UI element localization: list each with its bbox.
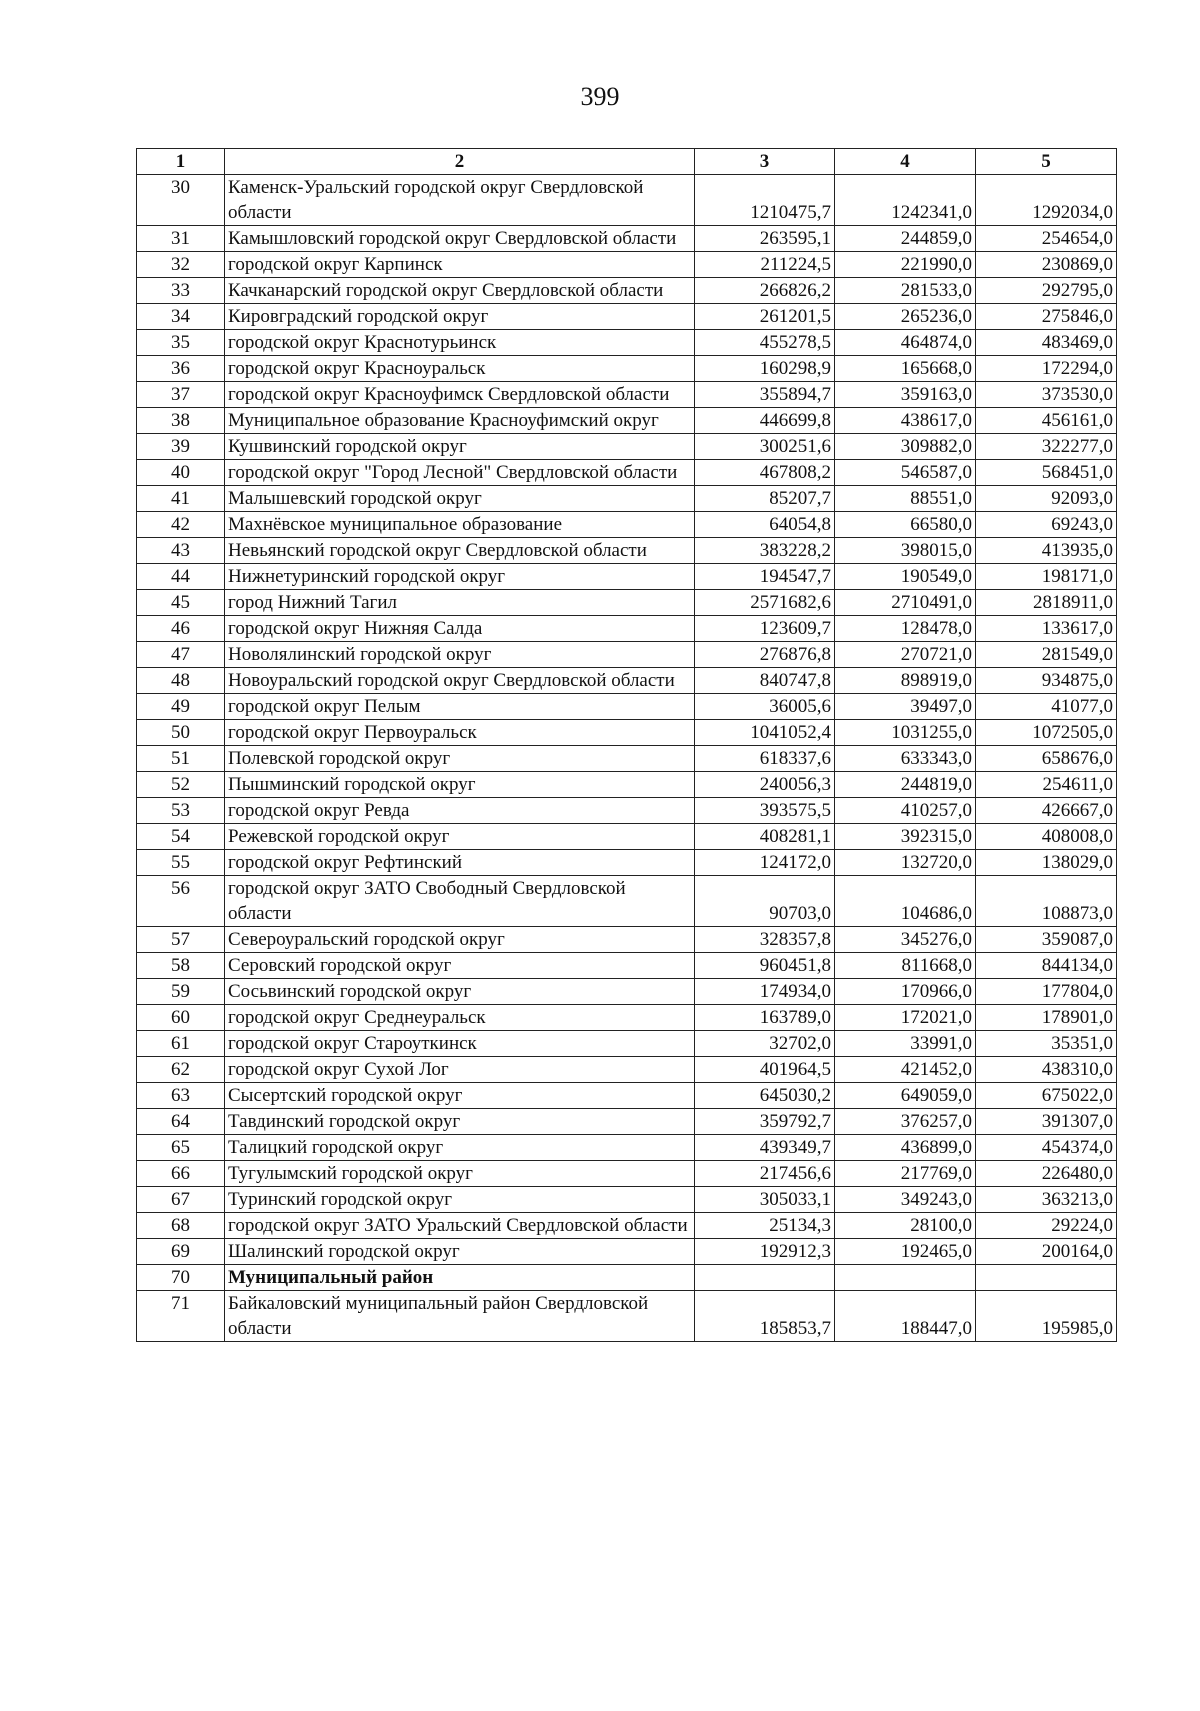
table-row <box>137 1109 1117 1135</box>
column-header: 5 <box>976 149 1117 175</box>
table-row <box>137 616 1117 642</box>
row-name: городской округ Староуткинск <box>225 1031 695 1057</box>
table-row <box>137 382 1117 408</box>
table-row <box>137 304 1117 330</box>
row-name: Новоуральский городской округ Свердловской области <box>225 668 695 694</box>
row-value-col4: 270721,0 <box>835 642 976 668</box>
budget-table <box>136 148 1117 1342</box>
row-value-col5: 322277,0 <box>976 434 1117 460</box>
table-row <box>137 1239 1117 1265</box>
row-value-col5: 230869,0 <box>976 252 1117 278</box>
row-value-col5: 281549,0 <box>976 642 1117 668</box>
row-name: городской округ Сухой Лог <box>225 1057 695 1083</box>
row-value-col4: 188447,0 <box>835 1291 976 1342</box>
row-name: Пышминский городской округ <box>225 772 695 798</box>
row-name: Полевской городской округ <box>225 746 695 772</box>
row-number: 50 <box>137 720 225 746</box>
column-header: 3 <box>695 149 835 175</box>
row-value-col3: 25134,3 <box>695 1213 835 1239</box>
column-header: 1 <box>137 149 225 175</box>
row-name: Муниципальный район <box>225 1265 695 1291</box>
table-row <box>137 1213 1117 1239</box>
row-value-col3: 163789,0 <box>695 1005 835 1031</box>
row-value-col5: 373530,0 <box>976 382 1117 408</box>
row-value-col4: 88551,0 <box>835 486 976 512</box>
header-row <box>137 149 1117 175</box>
row-value-col4: 172021,0 <box>835 1005 976 1031</box>
row-value-col3: 467808,2 <box>695 460 835 486</box>
table-row <box>137 668 1117 694</box>
row-number: 49 <box>137 694 225 720</box>
row-number: 40 <box>137 460 225 486</box>
table-row <box>137 694 1117 720</box>
row-name: Малышевский городской округ <box>225 486 695 512</box>
row-number: 39 <box>137 434 225 460</box>
row-value-col5: 35351,0 <box>976 1031 1117 1057</box>
row-value-col4: 438617,0 <box>835 408 976 434</box>
row-value-col4: 66580,0 <box>835 512 976 538</box>
row-value-col3: 2571682,6 <box>695 590 835 616</box>
row-value-col3: 194547,7 <box>695 564 835 590</box>
table-row <box>137 798 1117 824</box>
table-row <box>137 772 1117 798</box>
row-value-col4: 349243,0 <box>835 1187 976 1213</box>
row-value-col4 <box>835 1265 976 1291</box>
row-value-col4: 33991,0 <box>835 1031 976 1057</box>
row-number: 57 <box>137 927 225 953</box>
table-row <box>137 538 1117 564</box>
row-number: 38 <box>137 408 225 434</box>
row-value-col3: 355894,7 <box>695 382 835 408</box>
row-number: 55 <box>137 850 225 876</box>
row-value-col4: 410257,0 <box>835 798 976 824</box>
row-value-col3: 328357,8 <box>695 927 835 953</box>
table-row <box>137 1161 1117 1187</box>
table-row <box>137 642 1117 668</box>
row-value-col3: 192912,3 <box>695 1239 835 1265</box>
page-number: 399 <box>580 82 620 111</box>
row-value-col3: 174934,0 <box>695 979 835 1005</box>
row-value-col4: 132720,0 <box>835 850 976 876</box>
row-value-col3 <box>695 1265 835 1291</box>
table-row <box>137 824 1117 850</box>
row-value-col3: 160298,9 <box>695 356 835 382</box>
table-row <box>137 590 1117 616</box>
row-name: Североуральский городской округ <box>225 927 695 953</box>
row-number: 64 <box>137 1109 225 1135</box>
row-value-col4: 421452,0 <box>835 1057 976 1083</box>
row-value-col4: 359163,0 <box>835 382 976 408</box>
row-value-col4: 244819,0 <box>835 772 976 798</box>
row-value-col5: 92093,0 <box>976 486 1117 512</box>
row-value-col3: 263595,1 <box>695 226 835 252</box>
row-value-col5: 483469,0 <box>976 330 1117 356</box>
row-number: 42 <box>137 512 225 538</box>
table-body <box>137 175 1117 1342</box>
row-value-col5: 2818911,0 <box>976 590 1117 616</box>
row-value-col3: 240056,3 <box>695 772 835 798</box>
row-value-col5: 292795,0 <box>976 278 1117 304</box>
row-name: городской округ Красноуральск <box>225 356 695 382</box>
row-value-col4: 221990,0 <box>835 252 976 278</box>
row-value-col3: 359792,7 <box>695 1109 835 1135</box>
row-name: городской округ Рефтинский <box>225 850 695 876</box>
row-name: городской округ Нижняя Салда <box>225 616 695 642</box>
row-value-col5: 195985,0 <box>976 1291 1117 1342</box>
table-row <box>137 226 1117 252</box>
row-number: 47 <box>137 642 225 668</box>
row-value-col4: 1242341,0 <box>835 175 976 226</box>
row-value-col3: 401964,5 <box>695 1057 835 1083</box>
row-value-col3: 446699,8 <box>695 408 835 434</box>
row-value-col5: 413935,0 <box>976 538 1117 564</box>
row-value-col5: 568451,0 <box>976 460 1117 486</box>
row-number: 71 <box>137 1291 225 1342</box>
row-value-col3: 1210475,7 <box>695 175 835 226</box>
row-value-col4: 1031255,0 <box>835 720 976 746</box>
row-name: Кушвинский городской округ <box>225 434 695 460</box>
row-value-col5: 658676,0 <box>976 746 1117 772</box>
row-name: город Нижний Тагил <box>225 590 695 616</box>
table-row <box>137 486 1117 512</box>
row-value-col3: 1041052,4 <box>695 720 835 746</box>
row-value-col3: 408281,1 <box>695 824 835 850</box>
row-name: городской округ ЗАТО Свободный Свердловской области <box>225 876 695 927</box>
table-row <box>137 434 1117 460</box>
row-number: 36 <box>137 356 225 382</box>
row-value-col4: 28100,0 <box>835 1213 976 1239</box>
row-value-col3: 305033,1 <box>695 1187 835 1213</box>
row-value-col5: 41077,0 <box>976 694 1117 720</box>
row-name: Камышловский городской округ Свердловской области <box>225 226 695 252</box>
row-value-col3: 261201,5 <box>695 304 835 330</box>
row-value-col5: 408008,0 <box>976 824 1117 850</box>
row-name: Режевской городской округ <box>225 824 695 850</box>
row-name: Тавдинский городской округ <box>225 1109 695 1135</box>
row-value-col3: 123609,7 <box>695 616 835 642</box>
row-number: 66 <box>137 1161 225 1187</box>
row-number: 63 <box>137 1083 225 1109</box>
row-value-col4: 633343,0 <box>835 746 976 772</box>
row-name: Кировградский городской округ <box>225 304 695 330</box>
row-value-col4: 2710491,0 <box>835 590 976 616</box>
row-value-col4: 165668,0 <box>835 356 976 382</box>
row-number: 35 <box>137 330 225 356</box>
row-value-col5: 108873,0 <box>976 876 1117 927</box>
row-value-col5: 359087,0 <box>976 927 1117 953</box>
row-value-col3: 393575,5 <box>695 798 835 824</box>
row-value-col4: 546587,0 <box>835 460 976 486</box>
row-value-col5: 275846,0 <box>976 304 1117 330</box>
row-name: Муниципальное образование Красноуфимский округ <box>225 408 695 434</box>
row-value-col4: 170966,0 <box>835 979 976 1005</box>
table-row <box>137 1083 1117 1109</box>
table-row <box>137 356 1117 382</box>
row-value-col5: 454374,0 <box>976 1135 1117 1161</box>
row-value-col4: 376257,0 <box>835 1109 976 1135</box>
row-number: 44 <box>137 564 225 590</box>
table-row <box>137 927 1117 953</box>
row-value-col5: 177804,0 <box>976 979 1117 1005</box>
row-value-col4: 104686,0 <box>835 876 976 927</box>
row-number: 52 <box>137 772 225 798</box>
row-number: 31 <box>137 226 225 252</box>
row-value-col3: 211224,5 <box>695 252 835 278</box>
row-value-col3: 36005,6 <box>695 694 835 720</box>
row-value-col4: 190549,0 <box>835 564 976 590</box>
row-name: городской округ Красноуфимск Свердловской области <box>225 382 695 408</box>
row-number: 45 <box>137 590 225 616</box>
row-name: Туринский городской округ <box>225 1187 695 1213</box>
row-value-col3: 266826,2 <box>695 278 835 304</box>
table-row <box>137 1031 1117 1057</box>
row-value-col3: 455278,5 <box>695 330 835 356</box>
row-value-col5: 426667,0 <box>976 798 1117 824</box>
row-number: 33 <box>137 278 225 304</box>
row-value-col4: 192465,0 <box>835 1239 976 1265</box>
table-row <box>137 330 1117 356</box>
row-name: Махнёвское муниципальное образование <box>225 512 695 538</box>
row-value-col3: 217456,6 <box>695 1161 835 1187</box>
table-row <box>137 1135 1117 1161</box>
row-value-col5: 844134,0 <box>976 953 1117 979</box>
row-name: городской округ Среднеуральск <box>225 1005 695 1031</box>
table-row <box>137 408 1117 434</box>
row-number: 34 <box>137 304 225 330</box>
row-value-col5: 198171,0 <box>976 564 1117 590</box>
row-value-col5: 1292034,0 <box>976 175 1117 226</box>
row-number: 56 <box>137 876 225 927</box>
row-value-col3: 276876,8 <box>695 642 835 668</box>
row-value-col4: 217769,0 <box>835 1161 976 1187</box>
row-name: Сысертский городской округ <box>225 1083 695 1109</box>
row-number: 54 <box>137 824 225 850</box>
row-value-col4: 811668,0 <box>835 953 976 979</box>
row-number: 53 <box>137 798 225 824</box>
table-row <box>137 252 1117 278</box>
table-row <box>137 175 1117 226</box>
row-name: Серовский городской округ <box>225 953 695 979</box>
row-value-col3: 300251,6 <box>695 434 835 460</box>
row-value-col4: 128478,0 <box>835 616 976 642</box>
row-name: Сосьвинский городской округ <box>225 979 695 1005</box>
row-value-col3: 645030,2 <box>695 1083 835 1109</box>
row-value-col3: 383228,2 <box>695 538 835 564</box>
row-name: Нижнетуринский городской округ <box>225 564 695 590</box>
row-value-col4: 39497,0 <box>835 694 976 720</box>
row-value-col5: 254654,0 <box>976 226 1117 252</box>
row-value-col5: 934875,0 <box>976 668 1117 694</box>
row-name: Невьянский городской округ Свердловской области <box>225 538 695 564</box>
row-number: 59 <box>137 979 225 1005</box>
row-value-col3: 90703,0 <box>695 876 835 927</box>
row-number: 51 <box>137 746 225 772</box>
table-row <box>137 512 1117 538</box>
row-name: Шалинский городской округ <box>225 1239 695 1265</box>
table-row <box>137 460 1117 486</box>
row-value-col5: 363213,0 <box>976 1187 1117 1213</box>
row-name: городской округ Пелым <box>225 694 695 720</box>
row-value-col3: 439349,7 <box>695 1135 835 1161</box>
row-number: 30 <box>137 175 225 226</box>
table-row <box>137 953 1117 979</box>
row-value-col5: 391307,0 <box>976 1109 1117 1135</box>
row-value-col4: 309882,0 <box>835 434 976 460</box>
row-value-col4: 345276,0 <box>835 927 976 953</box>
table-row <box>137 850 1117 876</box>
row-value-col3: 124172,0 <box>695 850 835 876</box>
table-row <box>137 876 1117 927</box>
row-number: 41 <box>137 486 225 512</box>
row-number: 67 <box>137 1187 225 1213</box>
table-row <box>137 278 1117 304</box>
column-header: 2 <box>225 149 695 175</box>
row-value-col3: 618337,6 <box>695 746 835 772</box>
row-value-col3: 64054,8 <box>695 512 835 538</box>
row-name: городской округ Краснотурьинск <box>225 330 695 356</box>
row-name: Тугулымский городской округ <box>225 1161 695 1187</box>
row-value-col5 <box>976 1265 1117 1291</box>
row-number: 61 <box>137 1031 225 1057</box>
row-value-col5: 675022,0 <box>976 1083 1117 1109</box>
row-number: 46 <box>137 616 225 642</box>
table-row <box>137 1057 1117 1083</box>
row-value-col4: 436899,0 <box>835 1135 976 1161</box>
row-value-col5: 456161,0 <box>976 408 1117 434</box>
row-number: 32 <box>137 252 225 278</box>
row-number: 68 <box>137 1213 225 1239</box>
row-value-col4: 398015,0 <box>835 538 976 564</box>
row-name: городской округ Первоуральск <box>225 720 695 746</box>
row-name: Каменск-Уральский городской округ Свердловской области <box>225 175 695 226</box>
row-value-col5: 172294,0 <box>976 356 1117 382</box>
row-number: 70 <box>137 1265 225 1291</box>
row-number: 58 <box>137 953 225 979</box>
row-value-col5: 138029,0 <box>976 850 1117 876</box>
row-number: 65 <box>137 1135 225 1161</box>
table-row <box>137 1005 1117 1031</box>
row-name: городской округ Карпинск <box>225 252 695 278</box>
row-number: 69 <box>137 1239 225 1265</box>
row-value-col5: 226480,0 <box>976 1161 1117 1187</box>
row-value-col4: 392315,0 <box>835 824 976 850</box>
row-value-col4: 281533,0 <box>835 278 976 304</box>
row-value-col3: 185853,7 <box>695 1291 835 1342</box>
row-value-col3: 960451,8 <box>695 953 835 979</box>
column-header: 4 <box>835 149 976 175</box>
row-number: 37 <box>137 382 225 408</box>
row-value-col5: 200164,0 <box>976 1239 1117 1265</box>
row-value-col5: 29224,0 <box>976 1213 1117 1239</box>
row-value-col5: 1072505,0 <box>976 720 1117 746</box>
row-name: городской округ Ревда <box>225 798 695 824</box>
row-value-col4: 898919,0 <box>835 668 976 694</box>
table-row <box>137 564 1117 590</box>
row-value-col5: 438310,0 <box>976 1057 1117 1083</box>
table-row <box>137 1291 1117 1342</box>
table-row <box>137 746 1117 772</box>
row-name: городской округ ЗАТО Уральский Свердловской области <box>225 1213 695 1239</box>
row-value-col3: 840747,8 <box>695 668 835 694</box>
row-name: Качканарский городской округ Свердловской области <box>225 278 695 304</box>
table-row <box>137 1265 1117 1291</box>
row-value-col3: 85207,7 <box>695 486 835 512</box>
row-number: 62 <box>137 1057 225 1083</box>
row-name: городской округ "Город Лесной" Свердловской области <box>225 460 695 486</box>
row-value-col5: 133617,0 <box>976 616 1117 642</box>
row-value-col4: 244859,0 <box>835 226 976 252</box>
row-name: Новолялинский городской округ <box>225 642 695 668</box>
row-value-col3: 32702,0 <box>695 1031 835 1057</box>
row-number: 43 <box>137 538 225 564</box>
row-name: Талицкий городской округ <box>225 1135 695 1161</box>
row-number: 60 <box>137 1005 225 1031</box>
table-row <box>137 979 1117 1005</box>
table-row <box>137 1187 1117 1213</box>
row-value-col5: 69243,0 <box>976 512 1117 538</box>
row-value-col4: 649059,0 <box>835 1083 976 1109</box>
row-value-col4: 265236,0 <box>835 304 976 330</box>
row-value-col4: 464874,0 <box>835 330 976 356</box>
row-number: 48 <box>137 668 225 694</box>
row-value-col5: 254611,0 <box>976 772 1117 798</box>
row-name: Байкаловский муниципальный район Свердловской области <box>225 1291 695 1342</box>
row-value-col5: 178901,0 <box>976 1005 1117 1031</box>
table-row <box>137 720 1117 746</box>
